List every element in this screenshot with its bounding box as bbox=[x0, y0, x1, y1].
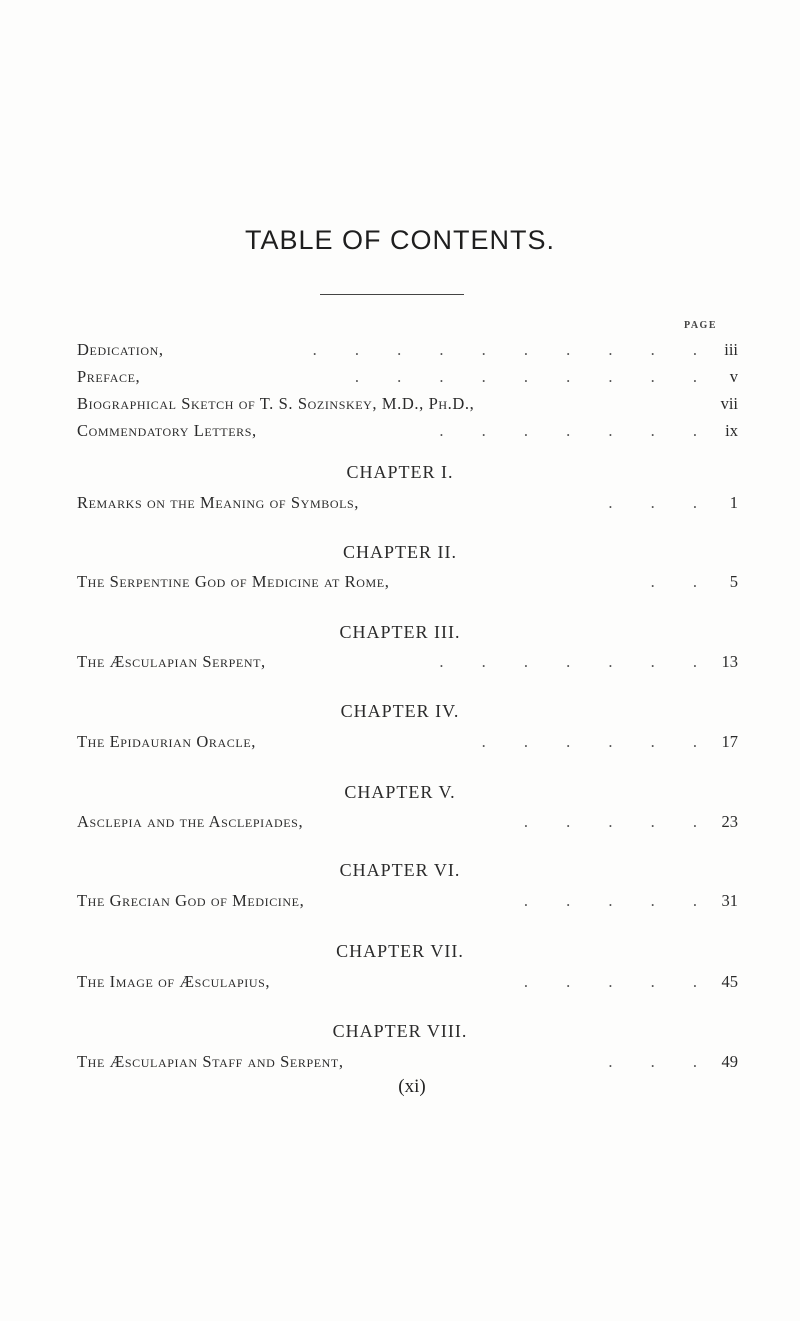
chapter-heading: CHAPTER V. bbox=[344, 782, 456, 802]
entry-page: 45 bbox=[721, 972, 738, 991]
chapter-heading: CHAPTER VIII. bbox=[332, 1021, 468, 1041]
entry-page: vii bbox=[720, 394, 738, 413]
chapter-heading: CHAPTER VII. bbox=[336, 941, 464, 961]
entry-leader: . . . . . . . bbox=[439, 652, 714, 671]
entry-leader: . . . . . . bbox=[481, 732, 714, 751]
entry-page: 23 bbox=[721, 812, 738, 831]
entry-title: The Epidaurian Oracle, bbox=[77, 732, 256, 751]
entry-leader: . . . . . bbox=[523, 972, 714, 991]
entry-title: Commendatory Letters, bbox=[77, 421, 257, 440]
entry-title: Asclepia and the Asclepiades, bbox=[77, 812, 304, 831]
chapter-heading: CHAPTER I. bbox=[346, 462, 454, 482]
entry-page: 17 bbox=[721, 732, 738, 751]
toc-entry-dedication bbox=[77, 340, 738, 360]
chapter-heading: CHAPTER II. bbox=[343, 542, 457, 562]
entry-title: The Image of Æsculapius, bbox=[77, 972, 271, 991]
entry-title: Dedication, bbox=[77, 340, 164, 359]
title-rule bbox=[320, 294, 464, 295]
chapter-heading: CHAPTER III. bbox=[339, 622, 461, 642]
page-folio bbox=[0, 1076, 800, 1098]
toc-entry-chapter-6 bbox=[77, 891, 738, 911]
chapter-heading: CHAPTER IV. bbox=[340, 701, 460, 721]
entry-title: The Serpentine God of Medicine at Rome, bbox=[77, 572, 390, 591]
entry-title: The Grecian God of Medicine, bbox=[77, 891, 305, 910]
entry-leader: . . . . . . . . . bbox=[354, 367, 714, 386]
entry-leader: . . . . . bbox=[523, 812, 714, 831]
entry-title: The Æsculapian Serpent, bbox=[77, 652, 266, 671]
toc-entry-chapter-4 bbox=[77, 732, 738, 752]
entry-page: 5 bbox=[729, 572, 738, 591]
folio-number: (xi) bbox=[398, 1076, 426, 1097]
entry-page: 1 bbox=[729, 493, 738, 512]
toc-entry-biographical-sketch bbox=[77, 394, 738, 414]
entry-leader: . . bbox=[650, 572, 714, 591]
toc-entry-chapter-3 bbox=[77, 652, 738, 672]
toc-entry-chapter-5 bbox=[77, 812, 738, 832]
entry-leader: . . . . . . . bbox=[439, 421, 714, 440]
entry-page: ix bbox=[725, 421, 738, 440]
toc-entry-chapter-2 bbox=[77, 572, 738, 592]
entry-page: v bbox=[729, 367, 738, 386]
entry-leader: . . . bbox=[608, 493, 714, 512]
toc-entry-chapter-1 bbox=[77, 493, 738, 513]
toc-entry-commendatory-letters bbox=[77, 421, 738, 441]
entry-title: The Æsculapian Staff and Serpent, bbox=[77, 1052, 344, 1071]
entry-leader: . . . . . bbox=[523, 891, 714, 910]
toc-entry-chapter-7 bbox=[77, 972, 738, 992]
entry-page: iii bbox=[724, 340, 738, 359]
toc-entry-chapter-8 bbox=[77, 1052, 738, 1072]
page-title: TABLE OF CONTENTS. bbox=[244, 225, 556, 255]
entry-page: 49 bbox=[721, 1052, 738, 1071]
entry-title: Remarks on the Meaning of Symbols, bbox=[77, 493, 360, 512]
chapter-heading: CHAPTER VI. bbox=[339, 860, 461, 880]
toc-entry-preface bbox=[77, 367, 738, 387]
entry-leader: . . . . . . . . . . bbox=[312, 340, 714, 359]
entry-page: 13 bbox=[721, 652, 738, 671]
entry-title: Preface, bbox=[77, 367, 141, 386]
page-column-label: PAGE bbox=[683, 320, 717, 331]
entry-leader: . . . bbox=[608, 1052, 714, 1071]
entry-title: Biographical Sketch of T. S. Sozinskey, M.D., Ph.D., bbox=[77, 394, 475, 413]
entry-page: 31 bbox=[721, 891, 738, 910]
